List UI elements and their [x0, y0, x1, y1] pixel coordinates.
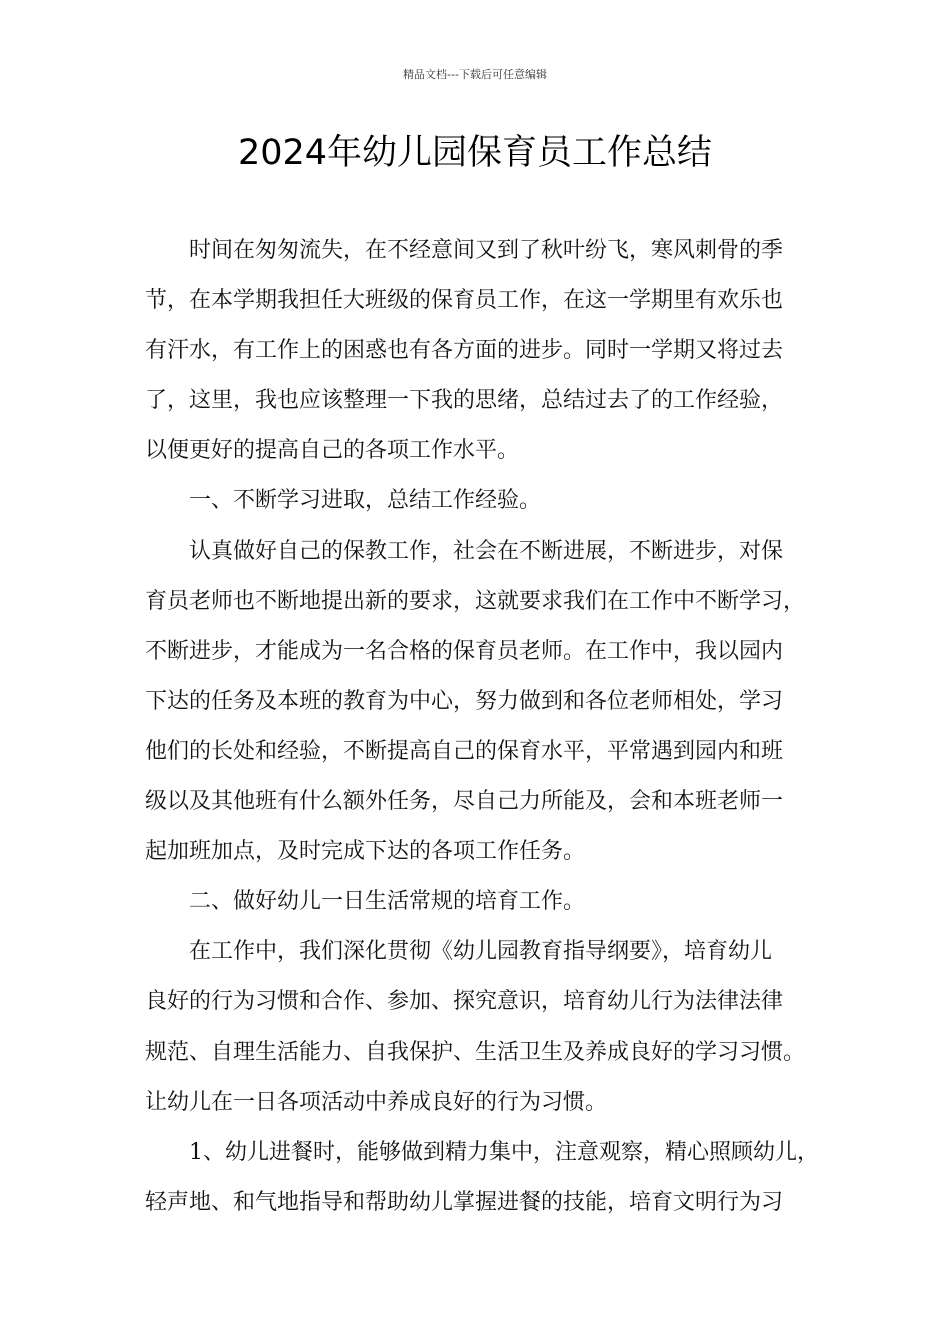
text-line: 他们的长处和经验，不断提高自己的保育水平，平常遇到园内和班	[145, 738, 784, 764]
text-line: 起加班加点，及时完成下达的各项工作任务。	[145, 839, 586, 865]
text-line: 有汗水，有工作上的困惑也有各方面的进步。同时一学期又将过去	[145, 338, 784, 364]
text-line: 级以及其他班有什么额外任务，尽自己力所能及，会和本班老师一	[145, 789, 784, 815]
text-line: 以便更好的提高自己的各项工作水平。	[145, 438, 520, 464]
text-line: 良好的行为习惯和合作、参加、探究意识，培育幼儿行为法律法律	[145, 989, 784, 1015]
text-line: 让幼儿在一日各项活动中养成良好的行为习惯。	[145, 1089, 608, 1115]
text-line: 在工作中，我们深化贯彻《幼儿园教育指导纲要》，培育幼儿	[189, 939, 773, 965]
text-line: 二、做好幼儿一日生活常规的培育工作。	[189, 889, 586, 915]
text-line: 节，在本学期我担任大班级的保育员工作，在这一学期里有欢乐也	[145, 288, 784, 314]
text-line: 一、不断学习进取，总结工作经验。	[189, 488, 542, 514]
text-line: 1、幼儿进餐时，能够做到精力集中，注意观察，精心照顾幼儿，	[189, 1139, 819, 1165]
document-title: 2024年幼儿园保育员工作总结	[237, 133, 713, 173]
document-body	[145, 226, 835, 1228]
text-line: 时间在匆匆流失，在不经意间又到了秋叶纷飞，寒风刺骨的季	[189, 238, 784, 263]
text-line: 轻声地、和气地指导和帮助幼儿掌握进餐的技能，培育文明行为习	[145, 1189, 784, 1215]
text-line: 认真做好自己的保教工作，社会在不断进展，不断进步，对保	[189, 538, 784, 564]
text-line: 下达的任务及本班的教育为中心，努力做到和各位老师相处，学习	[145, 688, 784, 714]
header-note: 精品文档---下载后可任意编辑	[403, 68, 547, 81]
text-line: 规范、自理生活能力、自我保护、生活卫生及养成良好的学习习惯。	[145, 1039, 806, 1065]
text-line: 育员老师也不断地提出新的要求，这就要求我们在工作中不断学习，	[145, 588, 806, 614]
text-line: 了，这里，我也应该整理一下我的思绪，总结过去了的工作经验，	[145, 388, 784, 414]
text-line: 不断进步，才能成为一名合格的保育员老师。在工作中，我以园内	[145, 638, 784, 664]
